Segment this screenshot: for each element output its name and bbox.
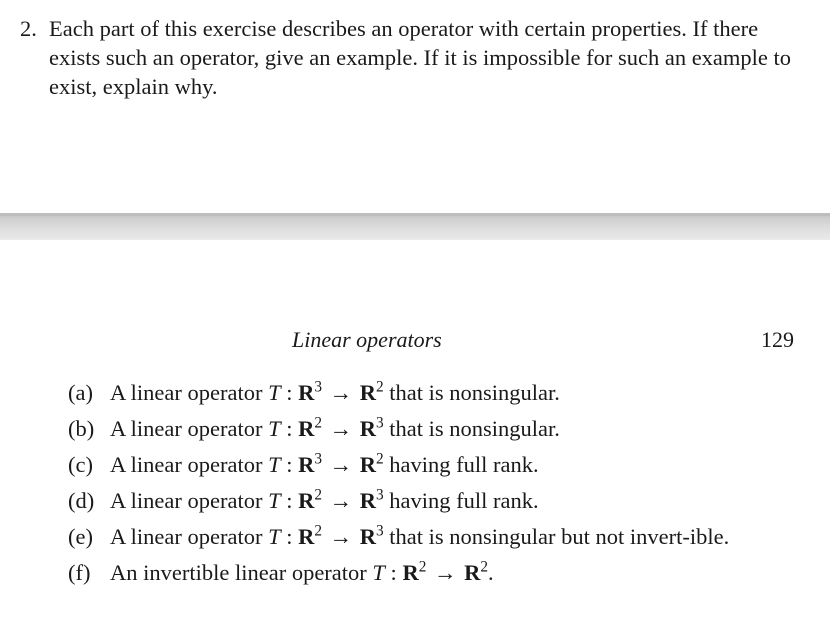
part-prefix: A linear operator (110, 416, 263, 441)
operator-symbol: T (268, 380, 281, 405)
exercise-number: 2. (20, 16, 37, 41)
operator-symbol: T (268, 524, 281, 549)
part-prefix: An invertible linear operator (110, 560, 367, 585)
part-prefix: A linear operator (110, 524, 263, 549)
part-label: (d) (68, 488, 95, 513)
codomain-exponent: 3 (376, 486, 384, 504)
part-suffix: that is nonsingular. (389, 416, 560, 441)
part-label: (e) (68, 524, 93, 549)
codomain-exponent: 3 (376, 414, 384, 432)
part-label: (f) (68, 560, 91, 585)
domain-exponent: 2 (314, 486, 322, 504)
domain-exponent: 2 (314, 414, 322, 432)
part-prefix: A linear operator (110, 452, 263, 477)
domain-exponent: 2 (418, 558, 427, 576)
part-suffix: having full rank. (389, 488, 539, 513)
exercise-text: Each part of this exercise describes an operator with certain properties. If there exists such an operator, give an example. If it is impossible for such an example to exist, explain why. (49, 16, 792, 99)
part-label: (b) (68, 416, 95, 441)
part-prefix: A linear operator (110, 380, 263, 405)
exercise-part-e: (e) A linear operator T : $R^2 \to R^3$ that is nonsingular but not invert-ible. (68, 522, 730, 549)
exercise-part-d: (d) A linear operator T : $R^2 \to R^3$ having full rank. (68, 486, 539, 513)
domain-exponent: 3 (314, 450, 322, 468)
domain-exponent: 3 (314, 378, 322, 396)
part-suffix: . (488, 560, 494, 585)
exercise-part-b: (b) A linear operator T : $R^2 \to R^3$ that is nonsingular. (68, 414, 560, 441)
page-number: 129 (761, 327, 794, 352)
exercise-part-f: (f) An invertible linear operator T : $R^2 \to R^2$. (68, 558, 494, 585)
operator-symbol: T (268, 416, 281, 441)
exercise-statement (20, 14, 810, 101)
part-prefix: A linear operator (110, 488, 263, 513)
domain-exponent: 2 (314, 522, 322, 540)
exercise-parts-list (68, 378, 808, 594)
operator-symbol: T (268, 488, 281, 513)
part-suffix: that is nonsingular but not invert-ible. (389, 524, 730, 549)
running-title: Linear operators (292, 327, 442, 352)
part-suffix: having full rank. (389, 452, 539, 477)
page-break-divider (0, 213, 830, 240)
operator-symbol: T (268, 452, 281, 477)
part-suffix: that is nonsingular. (389, 380, 560, 405)
part-label: (a) (68, 380, 93, 405)
codomain-exponent: 3 (376, 522, 384, 540)
codomain-exponent: 2 (480, 558, 488, 576)
exercise-part-c: (c) A linear operator T : $R^3 \to R^2$ having full rank. (68, 450, 539, 477)
part-label: (c) (68, 452, 93, 477)
exercise-part-a: (a) A linear operator T : $R^3 \to R^2$ that is nonsingular. (68, 378, 560, 405)
codomain-exponent: 2 (376, 450, 384, 468)
codomain-exponent: 2 (376, 378, 384, 396)
operator-symbol: T (372, 560, 385, 585)
